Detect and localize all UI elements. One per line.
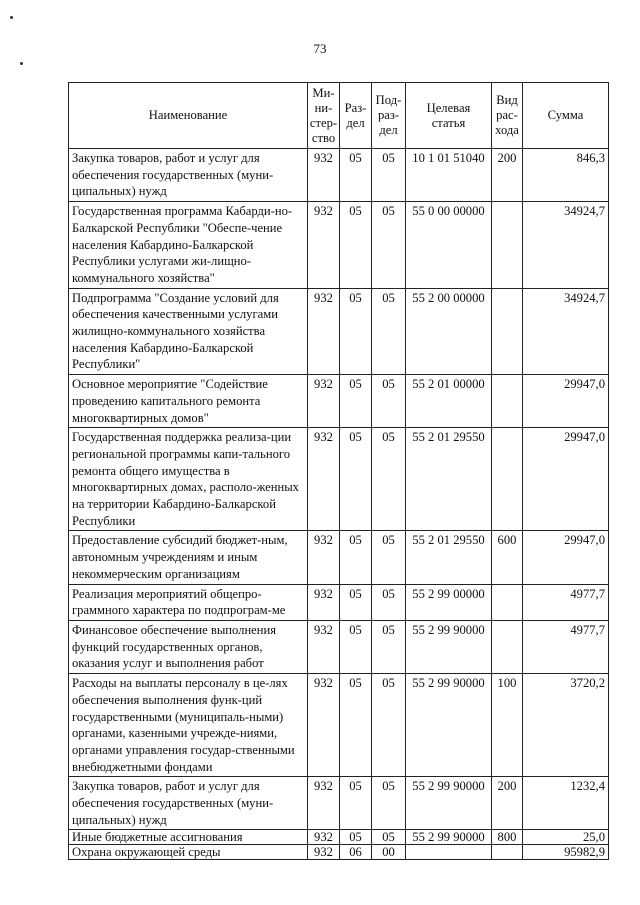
scan-mark	[20, 62, 23, 65]
row-expense-type	[492, 428, 523, 531]
row-expense-type: 200	[492, 777, 523, 830]
row-expense-type	[492, 375, 523, 428]
row-amount: 34924,7	[523, 202, 609, 289]
header-amount: Сумма	[523, 83, 609, 149]
header-section: Раз- дел	[340, 83, 372, 149]
row-target: 10 1 01 51040	[406, 149, 492, 202]
row-ministry: 932	[308, 428, 340, 531]
row-target: 55 2 99 90000	[406, 620, 492, 673]
row-ministry: 932	[308, 777, 340, 830]
row-expense-type: 800	[492, 830, 523, 845]
row-name: Финансовое обеспечение выполнения функций государственных органов, оказания услуг и выполнения работ	[69, 620, 308, 673]
row-name: Предоставление субсидий бюджет-ным, автономным учреждениям и иным некоммерческим организациям	[69, 531, 308, 584]
row-expense-type	[492, 202, 523, 289]
row-section: 05	[340, 149, 372, 202]
row-target: 55 0 00 00000	[406, 202, 492, 289]
table-row	[69, 830, 609, 845]
row-expense-type: 100	[492, 674, 523, 777]
row-subsection: 05	[372, 149, 406, 202]
row-ministry: 932	[308, 288, 340, 375]
row-amount: 3720,2	[523, 674, 609, 777]
row-name: Иные бюджетные ассигнования	[69, 830, 308, 845]
header-subsection: Под- раз- дел	[372, 83, 406, 149]
header-expense-type: Вид рас- хода	[492, 83, 523, 149]
table-row	[69, 428, 609, 531]
row-target: 55 2 01 00000	[406, 375, 492, 428]
row-subsection: 05	[372, 584, 406, 620]
row-expense-type: 200	[492, 149, 523, 202]
row-subsection: 05	[372, 531, 406, 584]
table-row	[69, 584, 609, 620]
table-row	[69, 149, 609, 202]
row-section: 05	[340, 620, 372, 673]
row-amount: 29947,0	[523, 531, 609, 584]
row-name: Закупка товаров, работ и услуг для обеспечения государственных (муни-ципальных) нужд	[69, 149, 308, 202]
row-expense-type	[492, 620, 523, 673]
table-row	[69, 202, 609, 289]
row-target: 55 2 01 29550	[406, 531, 492, 584]
row-amount: 1232,4	[523, 777, 609, 830]
budget-table	[68, 82, 609, 860]
row-section: 05	[340, 202, 372, 289]
row-target: 55 2 99 90000	[406, 674, 492, 777]
row-section: 05	[340, 674, 372, 777]
row-ministry: 932	[308, 202, 340, 289]
row-name: Основное мероприятие "Содействие проведению капитального ремонта многоквартирных домов"	[69, 375, 308, 428]
row-ministry: 932	[308, 845, 340, 860]
row-expense-type	[492, 845, 523, 860]
row-amount: 4977,7	[523, 584, 609, 620]
row-expense-type	[492, 288, 523, 375]
row-ministry: 932	[308, 620, 340, 673]
row-subsection: 05	[372, 202, 406, 289]
row-section: 05	[340, 428, 372, 531]
table-row	[69, 620, 609, 673]
row-subsection: 05	[372, 830, 406, 845]
row-section: 05	[340, 288, 372, 375]
row-target: 55 2 99 00000	[406, 584, 492, 620]
table-row	[69, 531, 609, 584]
row-section: 05	[340, 830, 372, 845]
header-target: Целевая статья	[406, 83, 492, 149]
row-subsection: 05	[372, 777, 406, 830]
header-ministry: Ми- ни- стер- ство	[308, 83, 340, 149]
row-name: Государственная программа Кабарди-но-Балкарской Республики "Обеспе-чение населения Кабардино-Балкарской Республики услугами жи-лищно-коммунального хозяйства"	[69, 202, 308, 289]
table-row	[69, 777, 609, 830]
row-section: 05	[340, 584, 372, 620]
row-name: Расходы на выплаты персоналу в це-лях обеспечения выполнения функ-ций государственными (муниципаль-ными) органами, казенными учрежде-ниями, органами управления государ-ственными внебюджетными фондами	[69, 674, 308, 777]
row-target: 55 2 99 90000	[406, 830, 492, 845]
row-subsection: 05	[372, 620, 406, 673]
row-amount: 4977,7	[523, 620, 609, 673]
row-section: 06	[340, 845, 372, 860]
row-amount: 29947,0	[523, 428, 609, 531]
table-row	[69, 375, 609, 428]
row-ministry: 932	[308, 375, 340, 428]
row-amount: 34924,7	[523, 288, 609, 375]
row-expense-type	[492, 584, 523, 620]
table-header-row	[69, 83, 609, 149]
row-amount: 29947,0	[523, 375, 609, 428]
row-name: Реализация мероприятий общепро-граммного характера по подпрограм-ме	[69, 584, 308, 620]
table-row	[69, 845, 609, 860]
row-amount: 25,0	[523, 830, 609, 845]
row-name: Подпрограмма "Создание условий для обеспечения качественными услугами жилищно-коммунального хозяйства населения Кабардино-Балкарской Республики"	[69, 288, 308, 375]
row-ministry: 932	[308, 584, 340, 620]
row-target: 55 2 99 90000	[406, 777, 492, 830]
header-name: Наименование	[69, 83, 308, 149]
scan-mark	[10, 16, 13, 19]
table-row	[69, 288, 609, 375]
row-ministry: 932	[308, 830, 340, 845]
row-subsection: 05	[372, 375, 406, 428]
row-expense-type: 600	[492, 531, 523, 584]
row-name: Закупка товаров, работ и услуг для обеспечения государственных (муни-ципальных) нужд	[69, 777, 308, 830]
row-target	[406, 845, 492, 860]
row-section: 05	[340, 777, 372, 830]
row-amount: 95982,9	[523, 845, 609, 860]
row-subsection: 05	[372, 428, 406, 531]
row-name: Государственная поддержка реализа-ции региональной программы капи-тального ремонта общего имущества в многоквартирных домах, располо-женных на территории Кабардино-Балкарской Республики	[69, 428, 308, 531]
row-section: 05	[340, 375, 372, 428]
row-amount: 846,3	[523, 149, 609, 202]
row-subsection: 05	[372, 288, 406, 375]
row-target: 55 2 00 00000	[406, 288, 492, 375]
row-section: 05	[340, 531, 372, 584]
row-ministry: 932	[308, 531, 340, 584]
row-ministry: 932	[308, 149, 340, 202]
table-row	[69, 674, 609, 777]
row-name: Охрана окружающей среды	[69, 845, 308, 860]
row-subsection: 05	[372, 674, 406, 777]
row-target: 55 2 01 29550	[406, 428, 492, 531]
page-number: 73	[313, 41, 327, 56]
row-subsection: 00	[372, 845, 406, 860]
row-ministry: 932	[308, 674, 340, 777]
